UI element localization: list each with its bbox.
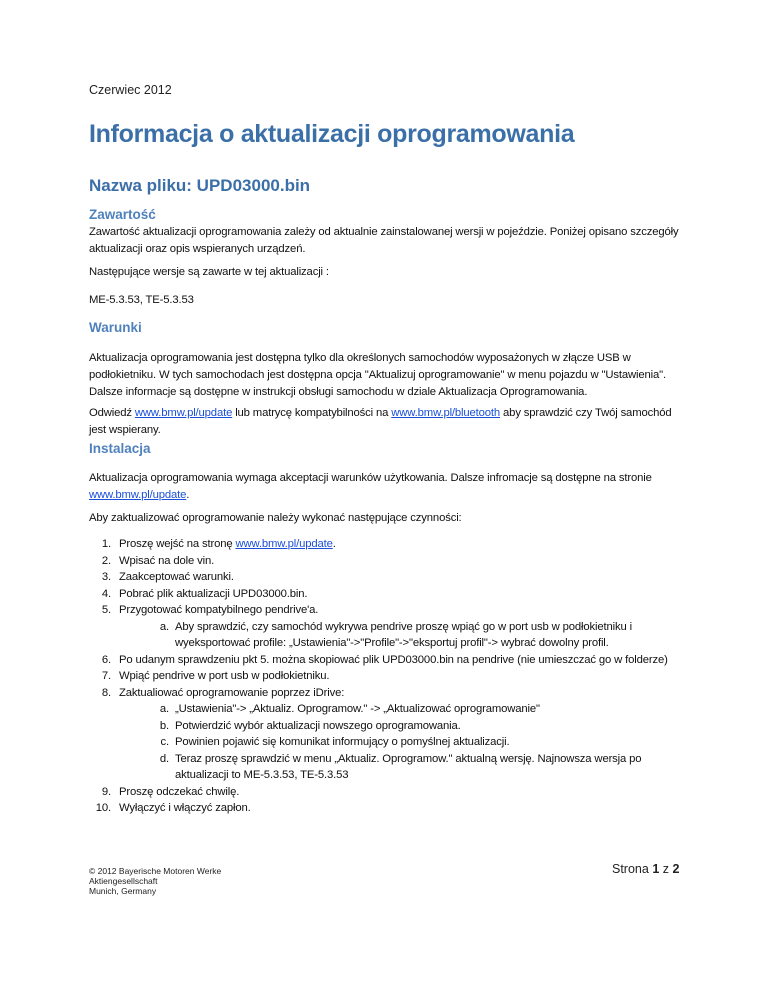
versions-list: ME-5.3.53, TE-5.3.53 xyxy=(89,294,194,306)
page-of: z xyxy=(662,862,670,876)
substep-letter: c. xyxy=(160,736,169,748)
substep-text: Aby sprawdzić, czy samochód wykrywa pendrive proszę wpiąć go w port usb w podłokietniku i wyeksportować profile: „Ustawienia"->"Profile"->"eksportuj profil"-> wybrać dowolny profil. xyxy=(175,620,632,649)
step-item xyxy=(89,586,689,603)
compat-text-middle: lub matrycę kompatybilności na xyxy=(232,407,392,419)
page-total: 2 xyxy=(672,862,680,876)
warunki-paragraph: Aktualizacja oprogramowania jest dostępna tylko dla określonych samochodów wyposażonych w złącze USB w podłokietniku. W tych samochodach jest dostępna opcja "Aktualizuj oprogramowanie" w menu pojazdu w "Ustawienia". Dalsze informacje są dostępne w instrukcji obsługi samochodu w dziale Aktualizacja Oprogramowania. xyxy=(89,352,666,398)
instalacja-text: Aktualizacja oprogramowania wymaga akceptacji warunków użytkowania. Dalsze infromacje są dostępne na stronie xyxy=(89,472,652,484)
section-heading-zawartosc: Zawartość xyxy=(89,207,156,222)
step-text: Po udanym sprawdzeniu pkt 5. można skopiować plik UPD03000.bin na pendrive (nie umieszczać go w folderze) xyxy=(119,653,668,666)
substep-text: Teraz proszę sprawdzić w menu „Aktualiz. Oprogramow." aktualną wersję. Najnowsza wersja po aktualizacji to ME-5.3.53, TE-5.3.53 xyxy=(175,752,642,781)
instalacja-paragraph xyxy=(89,470,689,504)
step-text: Proszę wejść na stronę xyxy=(119,538,236,550)
section-heading-instalacja: Instalacja xyxy=(89,441,151,456)
document-date: Czerwiec 2012 xyxy=(89,83,172,97)
footer-copyright xyxy=(89,866,221,896)
step-text: Pobrać plik aktualizacji UPD03000.bin. xyxy=(119,587,308,600)
compat-text-after: aby sprawdzić czy Twój samochód jest wspierany. xyxy=(89,407,672,436)
page-title: Informacja o aktualizacji oprogramowania xyxy=(89,120,575,148)
substep-item xyxy=(89,619,689,652)
substep-item xyxy=(89,701,689,718)
step-number: 9. xyxy=(101,785,111,798)
substep-letter: d. xyxy=(159,752,169,765)
step-text: Przygotować kompatybilnego pendrive'a. xyxy=(119,604,319,616)
substep-text: Potwierdzić wybór aktualizacji nowszego oprogramowania. xyxy=(175,719,461,732)
step-number: 8. xyxy=(101,686,111,699)
page-label: Strona xyxy=(612,862,649,876)
substep-text: „Ustawienia"-> „Aktualiz. Oprogramow." -> „Aktualizować oprogramowanie" xyxy=(175,703,540,715)
footer-line: Munich, Germany xyxy=(89,886,157,896)
step-item xyxy=(89,800,689,817)
step-number: 3. xyxy=(101,571,111,583)
substep-text: Powinien pojawić się komunikat informujący o pomyślnej aktualizacji. xyxy=(175,736,510,748)
step-number: 4. xyxy=(101,587,111,600)
step-item xyxy=(89,602,689,652)
step-number: 7. xyxy=(101,670,111,682)
step-text-end: . xyxy=(332,538,336,550)
update-link[interactable]: www.bmw.pl/update xyxy=(134,407,233,419)
step-item xyxy=(89,536,689,553)
step-item xyxy=(89,569,689,586)
step-text: Proszę odczekać chwilę. xyxy=(119,785,240,798)
filename-heading: Nazwa pliku: UPD03000.bin xyxy=(89,176,311,195)
compatibility-paragraph xyxy=(89,405,689,439)
step-number: 2. xyxy=(101,554,111,567)
substep-item xyxy=(89,734,689,751)
step-update-link[interactable]: www.bmw.pl/update xyxy=(235,538,333,550)
step-number: 10. xyxy=(95,802,111,814)
step-text: Zaktualiować oprogramowanie poprzez iDrive: xyxy=(119,686,345,699)
substep-letter: a. xyxy=(159,620,169,633)
step-text: Zaakceptować warunki. xyxy=(119,571,234,583)
instalacja-text-end: . xyxy=(186,489,190,501)
substep-letter: a. xyxy=(159,703,169,715)
step-text: Wpiąć pendrive w port usb w podłokietniku. xyxy=(119,670,330,682)
substeps xyxy=(119,619,689,652)
step-number: 5. xyxy=(101,604,111,616)
step-text: Wpisać na dole vin. xyxy=(119,554,215,567)
bluetooth-link[interactable]: www.bmw.pl/bluetooth xyxy=(391,407,501,419)
steps-intro: Aby zaktualizować oprogramowanie należy wykonać następujące czynności: xyxy=(89,512,462,524)
zawartosc-paragraph: Zawartość aktualizacji oprogramowania zależy od aktualnie zainstalowanej wersji w pojeździe. Poniżej opisano szczegóły aktualizacji oraz opis wspieranych urządzeń. xyxy=(89,226,679,255)
installation-steps xyxy=(89,536,689,817)
substeps xyxy=(119,701,689,784)
versions-intro: Następujące wersje są zawarte w tej aktualizacji : xyxy=(89,266,329,278)
footer-line: © 2012 Bayerische Motoren Werke xyxy=(89,866,222,876)
step-text: Wyłączyć i włączyć zapłon. xyxy=(119,802,251,814)
step-number: 1. xyxy=(101,538,111,550)
section-heading-warunki: Warunki xyxy=(89,320,142,335)
substep-item xyxy=(89,718,689,735)
substep-letter: b. xyxy=(159,719,169,732)
step-item xyxy=(89,784,689,801)
substep-item xyxy=(89,751,689,784)
step-number: 6. xyxy=(101,653,111,666)
instalacja-update-link[interactable]: www.bmw.pl/update xyxy=(89,489,187,501)
step-item xyxy=(89,553,689,570)
footer-line: Aktiengesellschaft xyxy=(89,876,158,886)
page-current: 1 xyxy=(652,862,660,876)
step-item xyxy=(89,685,689,784)
compat-text-before: Odwiedź xyxy=(89,407,135,419)
page-number xyxy=(612,862,679,876)
step-item xyxy=(89,652,689,669)
step-item xyxy=(89,668,689,685)
